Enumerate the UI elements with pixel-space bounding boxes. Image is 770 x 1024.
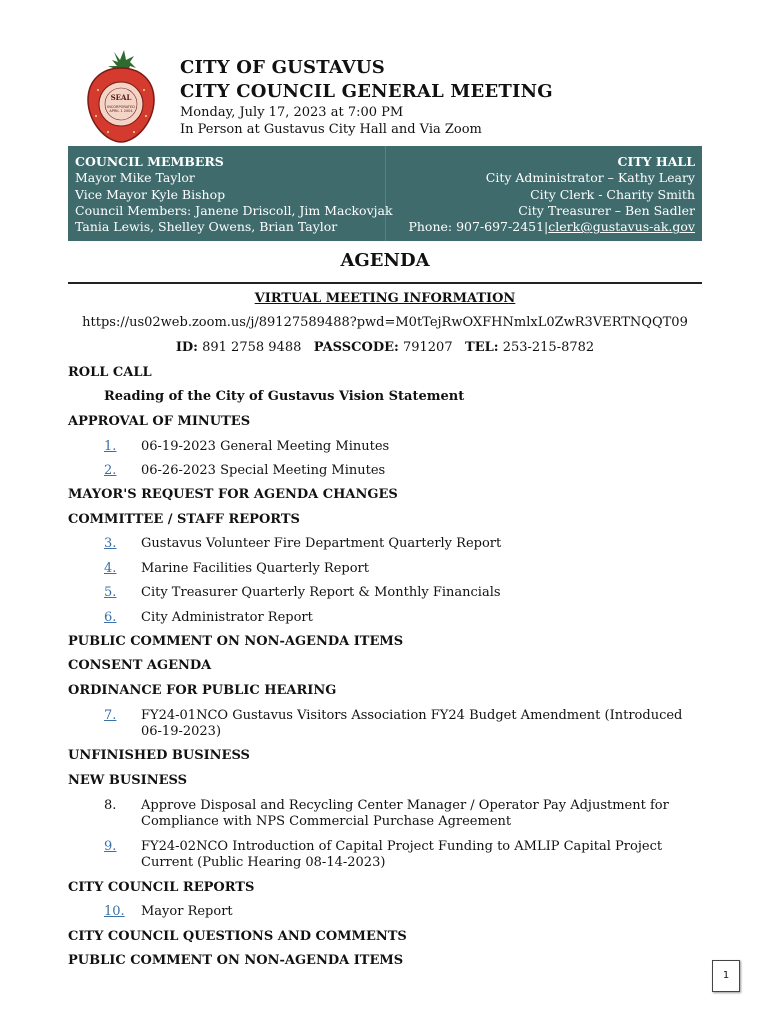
item-number-link[interactable]: 4. xyxy=(104,561,117,576)
agenda-divider xyxy=(68,282,702,284)
page-number-badge: 1 xyxy=(712,960,740,992)
svg-text:APRIL 1 2004: APRIL 1 2004 xyxy=(109,109,133,113)
svg-text:SEAL: SEAL xyxy=(110,93,132,102)
section-council-questions: CITY COUNCIL QUESTIONS AND COMMENTS xyxy=(68,929,407,944)
document-title-city: CITY OF GUSTAVUS xyxy=(180,57,385,78)
section-new-business: NEW BUSINESS xyxy=(68,773,187,788)
id-value: 891 2758 9488 xyxy=(202,340,302,355)
section-council-reports: CITY COUNCIL REPORTS xyxy=(68,880,255,895)
city-hall-heading: CITY HALL xyxy=(617,154,695,169)
meeting-date: Monday, July 17, 2023 at 7:00 PM xyxy=(180,105,404,120)
city-hall-line: City Administrator – Kathy Leary xyxy=(485,170,695,186)
svg-text:INCORPORATED: INCORPORATED xyxy=(107,105,135,109)
agenda-item: Mayor Report xyxy=(141,904,233,919)
tel-value: 253-215-8782 xyxy=(502,340,595,355)
section-committee-reports: COMMITTEE / STAFF REPORTS xyxy=(68,512,300,527)
zoom-url-link[interactable]: https://us02web.zoom.us/j/89127589488?pwd=M0tTejRwOXFHNmlxL0ZwR3VERTNQQT09 xyxy=(82,315,688,330)
item-number-link[interactable]: 2. xyxy=(104,463,117,478)
section-mayors-request: MAYOR'S REQUEST FOR AGENDA CHANGES xyxy=(68,487,398,502)
city-seal-strawberry-logo xyxy=(84,46,158,144)
agenda-item: 06-26-2023 Special Meeting Minutes xyxy=(141,463,386,478)
section-approval-minutes: APPROVAL OF MINUTES xyxy=(68,414,251,429)
section-roll-call: ROLL CALL xyxy=(68,365,152,380)
passcode-label: PASSCODE: xyxy=(313,340,399,355)
council-member-line: Council Members: Janene Driscoll, Jim Mackovjak xyxy=(75,202,393,218)
agenda-item: 06-19-2023 General Meeting Minutes xyxy=(141,439,390,454)
vision-statement: Reading of the City of Gustavus Vision Statement xyxy=(104,389,465,404)
city-hall-line: City Clerk - Charity Smith xyxy=(530,186,695,202)
email-link[interactable]: clerk@gustavus-ak.gov xyxy=(548,219,695,235)
agenda-item: Marine Facilities Quarterly Report xyxy=(141,561,369,576)
section-consent-agenda: CONSENT AGENDA xyxy=(68,658,212,673)
item-number-link[interactable]: 3. xyxy=(104,536,117,551)
agenda-item: Approve Disposal and Recycling Center Manager / Operator Pay Adjustment for Compliance with NPS Commercial Purchase Agreement xyxy=(141,798,669,829)
agenda-item: FY24-02NCO Introduction of Capital Project Funding to AMLIP Capital Project Current (Public Hearing 08-14-2023) xyxy=(141,839,663,870)
city-hall-block xyxy=(408,154,695,235)
meeting-credentials xyxy=(0,340,770,355)
item-number-link[interactable]: 6. xyxy=(104,610,117,625)
item-number: 8. xyxy=(104,798,117,813)
agenda-item: Gustavus Volunteer Fire Department Quarterly Report xyxy=(141,536,502,551)
council-members-block xyxy=(75,154,393,235)
council-member-line: Mayor Mike Taylor xyxy=(75,170,195,186)
council-members-heading: COUNCIL MEMBERS xyxy=(75,154,224,169)
item-number-link[interactable]: 9. xyxy=(104,839,117,854)
info-banner xyxy=(68,146,702,241)
phone-number: Phone: 907-697-2451| xyxy=(408,219,549,235)
section-public-comment: PUBLIC COMMENT ON NON-AGENDA ITEMS xyxy=(68,634,404,649)
agenda-title: AGENDA xyxy=(340,250,430,271)
council-member-line: Vice Mayor Kyle Bishop xyxy=(75,186,226,202)
passcode-value: 791207 xyxy=(402,340,453,355)
tel-label: TEL: xyxy=(465,340,499,355)
document-title-meeting: CITY COUNCIL GENERAL MEETING xyxy=(180,81,553,102)
item-number-link[interactable]: 1. xyxy=(104,439,117,454)
item-number-link[interactable]: 7. xyxy=(104,708,117,723)
city-hall-line: City Treasurer – Ben Sadler xyxy=(518,202,695,218)
agenda-item: FY24-01NCO Gustavus Visitors Association FY24 Budget Amendment (Introduced 06-19-2023) xyxy=(141,708,683,739)
agenda-item: City Treasurer Quarterly Report & Monthly Financials xyxy=(141,585,501,600)
item-number-link[interactable]: 5. xyxy=(104,585,117,600)
section-ordinance-hearing: ORDINANCE FOR PUBLIC HEARING xyxy=(68,683,337,698)
id-label: ID: xyxy=(175,340,198,355)
meeting-location: In Person at Gustavus City Hall and Via Zoom xyxy=(180,122,482,137)
virtual-meeting-heading: VIRTUAL MEETING INFORMATION xyxy=(254,291,516,306)
council-member-line: Tania Lewis, Shelley Owens, Brian Taylor xyxy=(75,219,338,235)
section-public-comment: PUBLIC COMMENT ON NON-AGENDA ITEMS xyxy=(68,953,404,968)
item-number-link[interactable]: 10. xyxy=(104,904,125,919)
agenda-item: City Administrator Report xyxy=(141,610,313,625)
contact-line xyxy=(408,219,695,235)
section-unfinished-business: UNFINISHED BUSINESS xyxy=(68,748,250,763)
